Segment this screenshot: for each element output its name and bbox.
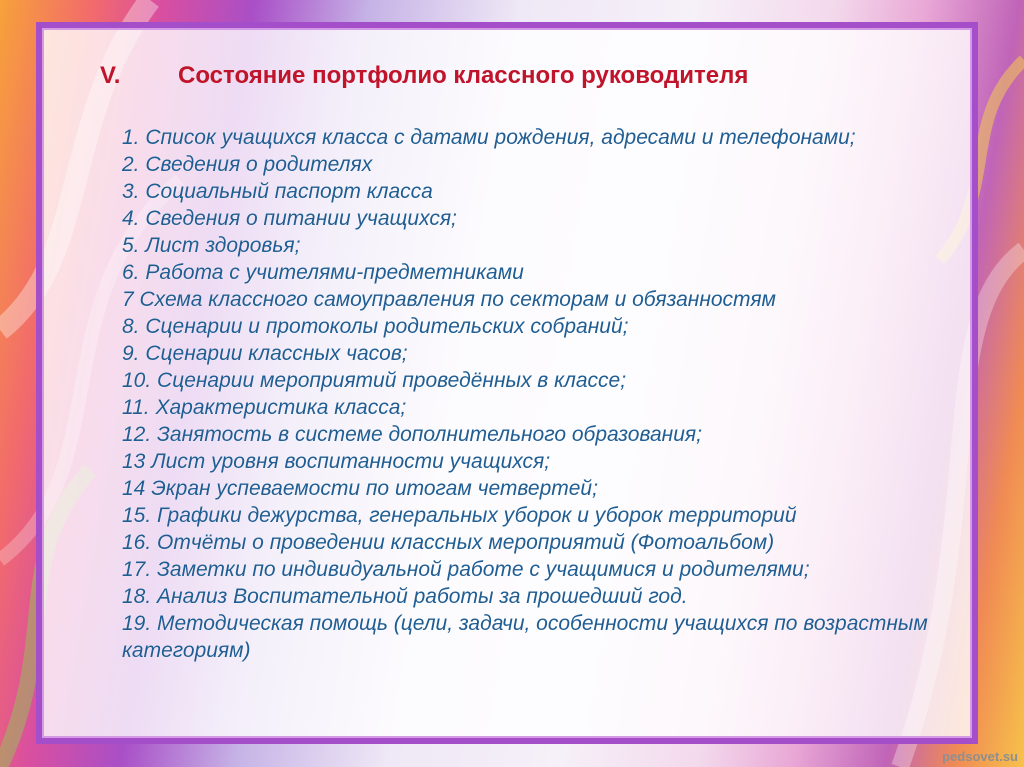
title-number: V.	[100, 62, 121, 89]
list-item: 2. Сведения о родителях	[122, 153, 373, 176]
portfolio-list	[122, 124, 972, 664]
list-item: 16. Отчёты о проведении классных мероприятий (Фотоальбом)	[122, 531, 775, 554]
list-item: 9. Сценарии классных часов;	[122, 342, 408, 365]
list-item: 4. Сведения о питании учащихся;	[122, 207, 457, 230]
list-item: 17. Заметки по индивидуальной работе с учащимися и родителями;	[122, 558, 810, 581]
slide-title	[100, 62, 980, 90]
list-item: 6. Работа с учителями-предметниками	[122, 261, 524, 284]
list-item: 14 Экран успеваемости по итогам четвертей;	[122, 477, 598, 500]
list-item: 12. Занятость в системе дополнительного образования;	[122, 423, 702, 446]
list-item: 11. Характеристика класса;	[122, 396, 407, 419]
list-item: 1. Список учащихся класса с датами рождения, адресами и телефонами;	[122, 126, 856, 149]
list-item: 13 Лист уровня воспитанности учащихся;	[122, 450, 551, 473]
site-credit: pedsovet.su	[942, 749, 1018, 764]
list-item: 18. Анализ Воспитательной работы за прошедший год.	[122, 585, 688, 608]
list-item: 19. Методическая помощь (цели, задачи, особенности учащихся по возрастным категориям)	[122, 612, 928, 662]
list-item: 5. Лист здоровья;	[122, 234, 301, 257]
title-text: Состояние портфолио классного руководителя	[178, 62, 749, 89]
list-item: 7 Схема классного самоуправления по секторам и обязанностям	[122, 288, 776, 311]
list-item: 3. Социальный паспорт класса	[122, 180, 433, 203]
list-item: 8. Сценарии и протоколы родительских собраний;	[122, 315, 629, 338]
list-item: 15. Графики дежурства, генеральных уборок и уборок территорий	[122, 504, 797, 527]
list-item: 10. Сценарии мероприятий проведённых в классе;	[122, 369, 627, 392]
